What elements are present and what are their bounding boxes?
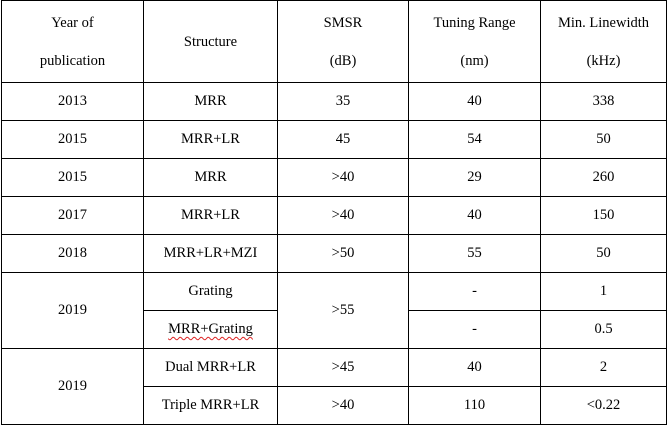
cell-smsr: 45 bbox=[278, 121, 409, 159]
cell-year: 2015 bbox=[2, 121, 144, 159]
cell-tuning: 40 bbox=[409, 83, 541, 121]
header-smsr bbox=[278, 1, 409, 83]
table-row bbox=[2, 159, 667, 197]
cell-structure: Dual MRR+LR bbox=[144, 349, 278, 387]
header-year-line1: Year of bbox=[51, 14, 94, 31]
cell-tuning: 55 bbox=[409, 235, 541, 273]
cell-linewidth: 2 bbox=[541, 349, 667, 387]
cell-structure: MRR bbox=[144, 83, 278, 121]
cell-structure: MRR+LR bbox=[144, 197, 278, 235]
cell-linewidth: 0.5 bbox=[541, 311, 667, 349]
cell-year: 2019 bbox=[2, 273, 144, 349]
cell-linewidth: 260 bbox=[541, 159, 667, 197]
table-row bbox=[2, 273, 667, 311]
cell-structure: MRR+LR+MZI bbox=[144, 235, 278, 273]
cell-structure: MRR bbox=[144, 159, 278, 197]
header-row bbox=[2, 1, 667, 83]
table-row bbox=[2, 235, 667, 273]
cell-tuning: 40 bbox=[409, 197, 541, 235]
cell-tuning: - bbox=[409, 273, 541, 311]
header-year-line2: publication bbox=[39, 52, 106, 69]
cell-linewidth: 1 bbox=[541, 273, 667, 311]
cell-smsr: >55 bbox=[278, 273, 409, 349]
header-tuning-line1: Tuning Range bbox=[433, 14, 516, 31]
header-year bbox=[2, 1, 144, 83]
header-smsr-line1: SMSR bbox=[323, 14, 363, 31]
cell-smsr: >50 bbox=[278, 235, 409, 273]
cell-smsr: 35 bbox=[278, 83, 409, 121]
cell-tuning: 54 bbox=[409, 121, 541, 159]
cell-tuning: - bbox=[409, 311, 541, 349]
cell-structure-text: MRR+Grating bbox=[168, 321, 253, 337]
cell-structure bbox=[144, 311, 278, 349]
cell-structure: Grating bbox=[144, 273, 278, 311]
cell-smsr: >40 bbox=[278, 159, 409, 197]
header-tuning-line2: (nm) bbox=[460, 52, 489, 69]
cell-year: 2019 bbox=[2, 349, 144, 425]
cell-year: 2018 bbox=[2, 235, 144, 273]
header-smsr-line2: (dB) bbox=[329, 52, 357, 69]
table-row bbox=[2, 349, 667, 387]
cell-tuning: 40 bbox=[409, 349, 541, 387]
comparison-table bbox=[1, 0, 667, 425]
cell-tuning: 110 bbox=[409, 387, 541, 425]
cell-smsr: >40 bbox=[278, 387, 409, 425]
header-linewidth-line2: (kHz) bbox=[586, 52, 621, 69]
header-tuning-range bbox=[409, 1, 541, 83]
cell-smsr: >40 bbox=[278, 197, 409, 235]
table-row bbox=[2, 197, 667, 235]
header-structure: Structure bbox=[144, 1, 278, 83]
table-row bbox=[2, 121, 667, 159]
cell-year: 2017 bbox=[2, 197, 144, 235]
cell-linewidth: <0.22 bbox=[541, 387, 667, 425]
cell-year: 2015 bbox=[2, 159, 144, 197]
cell-linewidth: 50 bbox=[541, 121, 667, 159]
cell-structure: Triple MRR+LR bbox=[144, 387, 278, 425]
cell-structure: MRR+LR bbox=[144, 121, 278, 159]
table-row bbox=[2, 83, 667, 121]
header-min-linewidth bbox=[541, 1, 667, 83]
cell-tuning: 29 bbox=[409, 159, 541, 197]
header-linewidth-line1: Min. Linewidth bbox=[557, 14, 650, 31]
cell-smsr: >45 bbox=[278, 349, 409, 387]
cell-linewidth: 150 bbox=[541, 197, 667, 235]
cell-linewidth: 50 bbox=[541, 235, 667, 273]
cell-linewidth: 338 bbox=[541, 83, 667, 121]
cell-year: 2013 bbox=[2, 83, 144, 121]
